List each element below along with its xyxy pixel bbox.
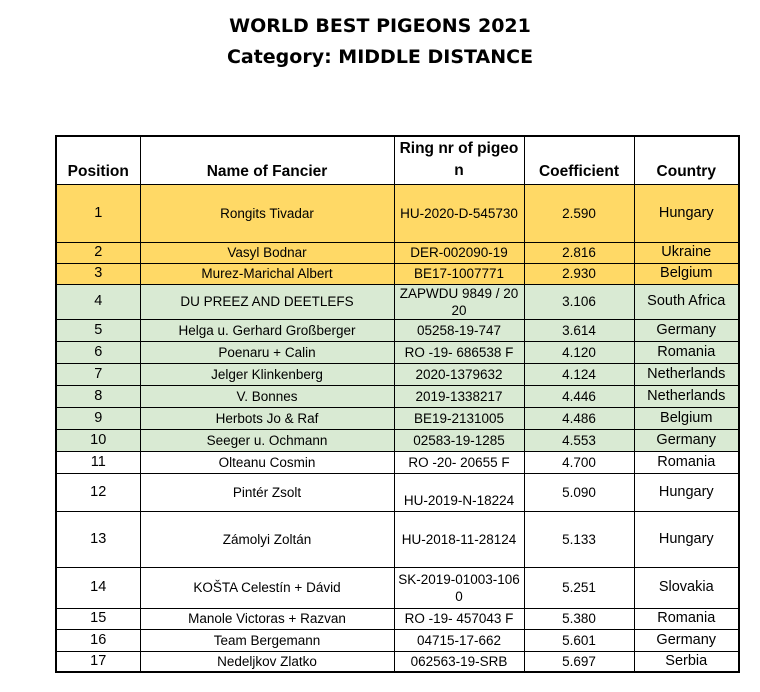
cell-position: 7 — [56, 363, 140, 385]
table-row — [56, 263, 739, 284]
cell-country: Germany — [634, 319, 739, 341]
cell-fancier: Helga u. Gerhard Großberger — [140, 319, 394, 341]
cell-fancier: Herbots Jo & Raf — [140, 407, 394, 429]
cell-fancier: Jelger Klinkenberg — [140, 363, 394, 385]
cell-position: 14 — [56, 567, 140, 608]
cell-ring: RO -20- 20655 F — [394, 451, 524, 473]
cell-fancier: Pintér Zsolt — [140, 473, 394, 511]
cell-fancier: Nedeljkov Zlatko — [140, 651, 394, 672]
cell-country: Hungary — [634, 511, 739, 567]
cell-coefficient: 5.090 — [524, 473, 634, 511]
table-row — [56, 651, 739, 672]
cell-coefficient: 4.486 — [524, 407, 634, 429]
cell-fancier: Murez-Marichal Albert — [140, 263, 394, 284]
cell-fancier: Team Bergemann — [140, 629, 394, 651]
cell-coefficient: 2.930 — [524, 263, 634, 284]
cell-fancier: DU PREEZ AND DEETLEFS — [140, 284, 394, 319]
table-header-row — [56, 136, 739, 184]
table-row — [56, 429, 739, 451]
header-coefficient: Coefficient — [524, 136, 634, 184]
cell-ring: HU-2020-D-545730 — [394, 184, 524, 242]
cell-country: Romania — [634, 451, 739, 473]
cell-fancier: Poenaru + Calin — [140, 341, 394, 363]
cell-position: 15 — [56, 608, 140, 629]
cell-position: 9 — [56, 407, 140, 429]
cell-coefficient: 4.446 — [524, 385, 634, 407]
cell-coefficient: 4.124 — [524, 363, 634, 385]
cell-position: 10 — [56, 429, 140, 451]
cell-position: 2 — [56, 242, 140, 263]
cell-position: 3 — [56, 263, 140, 284]
cell-coefficient: 5.601 — [524, 629, 634, 651]
cell-country: Belgium — [634, 407, 739, 429]
cell-coefficient: 2.590 — [524, 184, 634, 242]
ranking-table — [55, 135, 740, 673]
table-row — [56, 473, 739, 511]
cell-country: Germany — [634, 429, 739, 451]
cell-position: 16 — [56, 629, 140, 651]
cell-ring: BE17-1007771 — [394, 263, 524, 284]
cell-position: 12 — [56, 473, 140, 511]
cell-ring: RO -19- 686538 F — [394, 341, 524, 363]
cell-ring: HU-2019-N-18224 — [394, 473, 524, 511]
cell-ring: DER-002090-19 — [394, 242, 524, 263]
cell-coefficient: 5.697 — [524, 651, 634, 672]
cell-ring: BE19-2131005 — [394, 407, 524, 429]
table-row — [56, 319, 739, 341]
cell-ring: 2019-1338217 — [394, 385, 524, 407]
cell-country: Netherlands — [634, 385, 739, 407]
table-row — [56, 407, 739, 429]
table-row — [56, 511, 739, 567]
cell-ring: 2020-1379632 — [394, 363, 524, 385]
cell-country: Hungary — [634, 473, 739, 511]
cell-country: Romania — [634, 608, 739, 629]
table-row — [56, 567, 739, 608]
header-position: Position — [56, 136, 140, 184]
cell-coefficient: 4.553 — [524, 429, 634, 451]
header-country: Country — [634, 136, 739, 184]
cell-position: 6 — [56, 341, 140, 363]
table-row — [56, 451, 739, 473]
table-row — [56, 184, 739, 242]
cell-position: 4 — [56, 284, 140, 319]
cell-country: Serbia — [634, 651, 739, 672]
cell-country: Belgium — [634, 263, 739, 284]
table-row — [56, 284, 739, 319]
cell-fancier: KOŠTA Celestín + Dávid — [140, 567, 394, 608]
cell-country: Hungary — [634, 184, 739, 242]
cell-ring: ZAPWDU 9849 / 2020 — [394, 284, 524, 319]
cell-coefficient: 3.614 — [524, 319, 634, 341]
cell-fancier: Olteanu Cosmin — [140, 451, 394, 473]
cell-ring: 05258-19-747 — [394, 319, 524, 341]
cell-coefficient: 4.120 — [524, 341, 634, 363]
page-title: WORLD BEST PIGEONS 2021 — [229, 15, 531, 37]
table-row — [56, 608, 739, 629]
table-row — [56, 385, 739, 407]
cell-position: 11 — [56, 451, 140, 473]
cell-coefficient: 5.251 — [524, 567, 634, 608]
cell-position: 5 — [56, 319, 140, 341]
cell-coefficient: 4.700 — [524, 451, 634, 473]
cell-country: Romania — [634, 341, 739, 363]
table-row — [56, 363, 739, 385]
cell-ring: 062563-19-SRB — [394, 651, 524, 672]
cell-country: Germany — [634, 629, 739, 651]
cell-country: Slovakia — [634, 567, 739, 608]
cell-position: 1 — [56, 184, 140, 242]
cell-ring: RO -19- 457043 F — [394, 608, 524, 629]
cell-fancier: Seeger u. Ochmann — [140, 429, 394, 451]
cell-fancier: Vasyl Bodnar — [140, 242, 394, 263]
cell-coefficient: 5.133 — [524, 511, 634, 567]
cell-fancier: V. Bonnes — [140, 385, 394, 407]
cell-coefficient: 2.816 — [524, 242, 634, 263]
cell-coefficient: 3.106 — [524, 284, 634, 319]
cell-ring: HU-2018-11-28124 — [394, 511, 524, 567]
table-row — [56, 242, 739, 263]
cell-ring: SK-2019-01003-1060 — [394, 567, 524, 608]
cell-position: 8 — [56, 385, 140, 407]
cell-ring: 04715-17-662 — [394, 629, 524, 651]
cell-fancier: Zámolyi Zoltán — [140, 511, 394, 567]
cell-coefficient: 5.380 — [524, 608, 634, 629]
cell-fancier: Rongits Tivadar — [140, 184, 394, 242]
cell-position: 13 — [56, 511, 140, 567]
cell-country: Ukraine — [634, 242, 739, 263]
cell-fancier: Manole Victoras + Razvan — [140, 608, 394, 629]
cell-position: 17 — [56, 651, 140, 672]
cell-country: South Africa — [634, 284, 739, 319]
cell-ring: 02583-19-1285 — [394, 429, 524, 451]
page-subtitle: Category: MIDDLE DISTANCE — [226, 46, 534, 68]
cell-country: Netherlands — [634, 363, 739, 385]
table-row — [56, 629, 739, 651]
header-ring: Ring nr of pigeon — [394, 136, 524, 184]
table-row — [56, 341, 739, 363]
header-fancier: Name of Fancier — [140, 136, 394, 184]
